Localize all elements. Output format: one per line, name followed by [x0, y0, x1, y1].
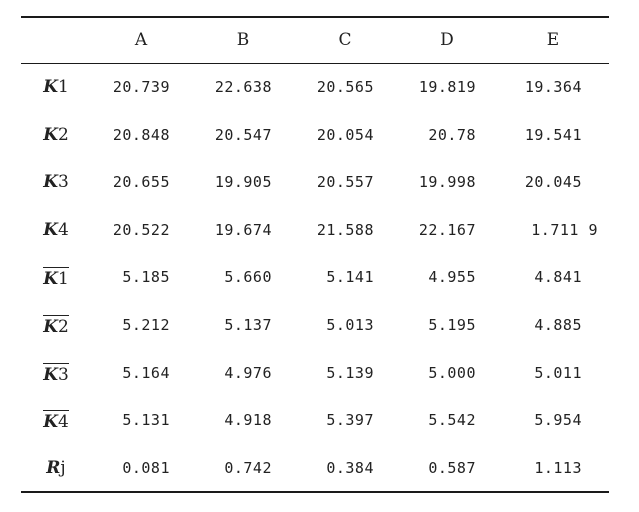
row-label-symbol: K	[43, 220, 58, 240]
table-cell: 19.674	[214, 221, 272, 239]
table-cell: 19.364	[524, 78, 582, 96]
table-cell: 20.739	[112, 78, 170, 96]
row-label-index: 3	[57, 365, 69, 385]
row-label-symbol: K	[43, 125, 58, 145]
table-cell: 4.885	[534, 316, 582, 334]
table-cell: 4.976	[224, 364, 272, 382]
row-label-symbol: K	[43, 269, 58, 289]
row-label	[28, 125, 84, 145]
table-cell: 19.905	[214, 173, 272, 191]
column-header: A	[134, 30, 148, 50]
table-cell: 5.131	[122, 411, 170, 429]
row-label	[28, 220, 84, 240]
table-cell: 5.954	[534, 411, 582, 429]
table-cell: 20.557	[316, 173, 374, 191]
column-header: D	[440, 30, 454, 50]
row-label-symbol: K	[43, 77, 58, 97]
row-label-index: 2	[57, 317, 69, 337]
table-cell: 4.918	[224, 411, 272, 429]
table-cell: 5.195	[428, 316, 476, 334]
table-cell: 20.565	[316, 78, 374, 96]
row-label-index: 4	[57, 220, 69, 240]
table-cell: 1.113	[534, 459, 582, 477]
table-cell: 19.998	[418, 173, 476, 191]
table-cell: 5.185	[122, 268, 170, 286]
top-rule	[21, 16, 609, 18]
table-cell: 0.742	[224, 459, 272, 477]
table-cell: 4.841	[534, 268, 582, 286]
table-cell: 5.660	[224, 268, 272, 286]
bottom-rule	[21, 491, 609, 493]
row-label	[28, 458, 84, 478]
header-rule	[21, 63, 609, 64]
table-cell: 20.78	[428, 126, 476, 144]
table-cell: 20.547	[214, 126, 272, 144]
table-cell: 20.045	[524, 173, 582, 191]
table-cell: 22.167	[418, 221, 476, 239]
row-label-symbol: K	[43, 412, 58, 432]
row-label	[28, 77, 84, 97]
table-cell: 0.587	[428, 459, 476, 477]
table-cell: 5.164	[122, 364, 170, 382]
table-cell: 5.139	[326, 364, 374, 382]
table-cell: 0.384	[326, 459, 374, 477]
table-cell: 5.397	[326, 411, 374, 429]
table-cell: 0.081	[122, 459, 170, 477]
table-cell: 5.013	[326, 316, 374, 334]
row-label-index: 4	[57, 412, 69, 432]
row-label-index: 1	[57, 269, 69, 289]
table-cell: 4.955	[428, 268, 476, 286]
table-cell: 5.137	[224, 316, 272, 334]
row-label-symbol: K	[43, 365, 58, 385]
column-header: E	[546, 30, 560, 50]
row-label-index: j	[60, 458, 66, 478]
table-cell: 22.638	[214, 78, 272, 96]
row-label	[28, 172, 84, 192]
row-label-symbol: K	[43, 317, 58, 337]
row-label-symbol: R	[46, 458, 61, 478]
column-header: B	[236, 30, 250, 50]
row-label-symbol: K	[43, 172, 58, 192]
table-cell: 5.141	[326, 268, 374, 286]
table-cell: 20.848	[112, 126, 170, 144]
column-header: C	[338, 30, 352, 50]
table-cell: 19.819	[418, 78, 476, 96]
table-cell: 20.655	[112, 173, 170, 191]
table-cell: 21.588	[316, 221, 374, 239]
table-cell: 5.212	[122, 316, 170, 334]
row-label-index: 3	[57, 172, 69, 192]
row-label-index: 1	[57, 77, 69, 97]
row-label	[28, 315, 84, 337]
table-cell: 20.522	[112, 221, 170, 239]
row-label-index: 2	[57, 125, 69, 145]
table-cell: 5.011	[534, 364, 582, 382]
row-label	[28, 267, 84, 289]
table-cell: 1.711 9	[531, 221, 598, 239]
row-label	[28, 410, 84, 432]
row-label	[28, 363, 84, 385]
table-cell: 5.000	[428, 364, 476, 382]
table-cell: 20.054	[316, 126, 374, 144]
table-cell: 19.541	[524, 126, 582, 144]
table-cell: 5.542	[428, 411, 476, 429]
